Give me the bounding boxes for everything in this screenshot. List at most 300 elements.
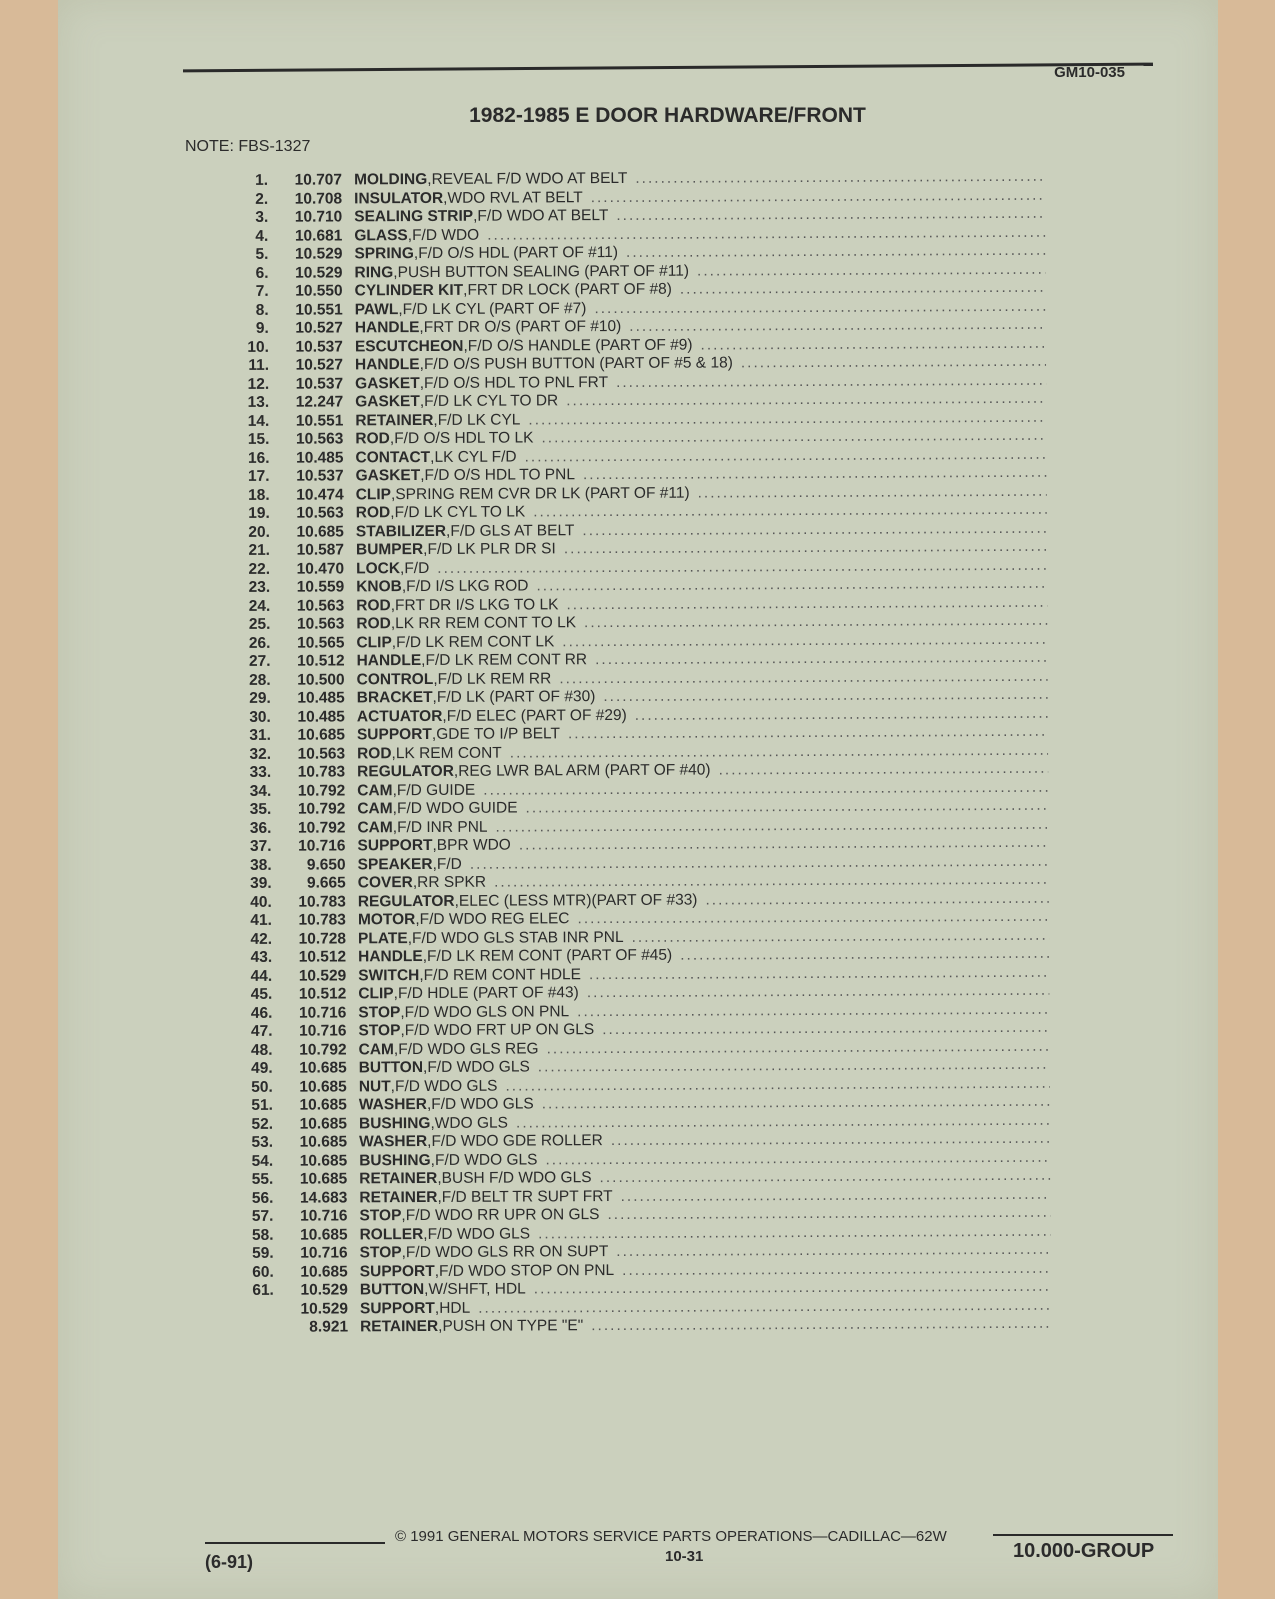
item-number: 43.	[250, 948, 273, 966]
item-part-name: CLIP	[358, 985, 394, 1003]
item-part-name: SUPPORT	[359, 1299, 435, 1317]
item-reference: 10.529	[300, 1299, 348, 1318]
leader-dots	[591, 1315, 1051, 1335]
leader-dots	[629, 316, 1046, 336]
item-number: 25.	[248, 615, 271, 633]
item-number: 56.	[251, 1189, 274, 1207]
separator: ,	[424, 1280, 429, 1298]
leader-dots	[487, 223, 1045, 244]
item-number: 57.	[251, 1207, 274, 1225]
item-part-name: BRACKET	[356, 688, 433, 707]
item-part-name: SUPPORT	[359, 1262, 435, 1280]
item-reference: 10.485	[297, 707, 345, 726]
item-part-name: ESCUTCHEON	[354, 337, 464, 355]
item-description: F/D ELEC (PART OF #29)	[446, 706, 627, 725]
separator: ,	[445, 522, 451, 540]
separator: ,	[407, 226, 413, 244]
catalog-code: GM10-035	[1054, 64, 1125, 81]
separator: ,	[399, 559, 405, 577]
group-label: 10.000-GROUP	[1013, 1540, 1155, 1562]
item-description: F/D WDO GLS	[427, 1058, 530, 1076]
item-part-name: CONTROL	[356, 670, 434, 688]
item-reference: 10.537	[295, 374, 344, 393]
leader-dots	[534, 1278, 1051, 1299]
leader-dots	[583, 464, 1047, 484]
item-part-name: CLIP	[356, 633, 392, 651]
leader-dots	[528, 408, 1046, 429]
item-description: F/D WDO	[412, 226, 480, 244]
separator: ,	[454, 892, 459, 910]
separator: ,	[434, 1299, 440, 1317]
item-number: 36.	[249, 819, 272, 837]
item-number: 7.	[255, 282, 269, 300]
item-part-name: WASHER	[359, 1132, 428, 1151]
item-reference: 10.529	[294, 245, 343, 263]
item-reference: 10.529	[298, 966, 347, 985]
item-number: 49.	[251, 1059, 273, 1077]
item-reference: 10.529	[300, 1281, 348, 1299]
leader-dots	[470, 852, 1049, 873]
item-part-name: PAWL	[354, 300, 399, 318]
item-part-name: ROD	[356, 596, 391, 614]
item-reference: 10.783	[298, 911, 346, 929]
separator: ,	[415, 911, 420, 929]
item-part-name: REGULATOR	[357, 892, 455, 910]
item-part-name: WASHER	[358, 1095, 427, 1114]
separator: ,	[419, 374, 425, 392]
item-number: 44.	[250, 967, 273, 985]
item-reference: 10.792	[297, 781, 346, 800]
item-part-name: CYLINDER KIT	[354, 281, 464, 300]
leader-dots	[494, 871, 1049, 892]
item-number: 13.	[247, 393, 270, 411]
copyright: © 1991 GENERAL MOTORS SERVICE PARTS OPERATIONS—CADILLAC—62W	[395, 1528, 947, 1545]
item-part-name: SUPPORT	[357, 836, 433, 855]
item-number: 18.	[248, 486, 270, 504]
leader-dots	[602, 1019, 1049, 1039]
leader-dots	[505, 1074, 1049, 1095]
item-part-name: SEALING STRIP	[354, 207, 474, 226]
separator: ,	[432, 688, 437, 706]
item-number: 34.	[249, 782, 272, 800]
separator: ,	[437, 1188, 442, 1206]
leader-dots	[577, 908, 1049, 928]
item-description: SPRING REM CVR DR LK (PART OF #11)	[395, 484, 690, 503]
separator: ,	[443, 189, 448, 207]
item-number: 60.	[252, 1263, 274, 1281]
item-reference: 10.512	[297, 652, 345, 670]
item-number: 46.	[250, 1004, 273, 1022]
parts-list	[230, 168, 1051, 1338]
leader-dots	[621, 1185, 1051, 1205]
leader-dots	[599, 1167, 1050, 1187]
item-description: F/D WDO AT BELT	[477, 207, 609, 225]
item-number: 30.	[249, 708, 271, 726]
item-reference: 10.527	[295, 319, 343, 337]
leader-dots	[698, 482, 1047, 502]
separator: ,	[419, 966, 424, 984]
leader-dots	[478, 1296, 1051, 1317]
leader-dots	[547, 1037, 1050, 1058]
item-reference: 10.685	[299, 1059, 347, 1077]
item-reference: 10.792	[297, 818, 346, 837]
item-part-name: ACTUATOR	[356, 707, 443, 725]
item-number: 59.	[252, 1244, 274, 1262]
item-number: 53.	[251, 1133, 274, 1151]
item-description: PUSH BUTTON SEALING (PART OF #11)	[397, 262, 690, 281]
item-number: 1.	[255, 171, 269, 189]
item-reference: 10.685	[300, 1262, 348, 1281]
item-part-name: STOP	[359, 1244, 402, 1262]
separator: ,	[413, 245, 419, 263]
item-reference: 10.716	[298, 837, 346, 855]
item-reference: 10.708	[294, 189, 343, 208]
item-number: 4.	[255, 227, 269, 245]
item-reference: 10.527	[295, 356, 344, 374]
item-number: 2.	[255, 190, 269, 208]
item-description: BPR WDO	[436, 836, 511, 854]
separator: ,	[434, 1262, 440, 1280]
leader-dots	[741, 353, 1046, 373]
item-number: 14.	[247, 412, 270, 430]
separator: ,	[390, 485, 396, 503]
item-number: 19.	[248, 504, 270, 522]
item-number: 31.	[249, 726, 271, 744]
leader-dots	[589, 963, 1049, 983]
separator: ,	[419, 392, 425, 411]
separator: ,	[438, 1317, 443, 1335]
item-description: F/D LK REM CONT RR	[425, 651, 588, 669]
separator: ,	[392, 818, 398, 836]
separator: ,	[390, 504, 395, 522]
leader-dots	[594, 297, 1045, 317]
item-description: F/D WDO GLS RR ON SUPT	[405, 1243, 609, 1262]
item-part-name: CAM	[357, 818, 393, 836]
leader-dots	[705, 889, 1048, 909]
leader-dots	[562, 630, 1047, 651]
leader-dots	[538, 1222, 1051, 1243]
item-part-name: GLASS	[354, 226, 408, 244]
item-number: 15.	[247, 430, 270, 448]
item-number: 32.	[249, 745, 272, 763]
item-description: F/D O/S HDL TO PNL FRT	[423, 373, 609, 392]
item-description: F/D O/S HANDLE (PART OF #9)	[467, 336, 693, 355]
leader-dots	[566, 593, 1047, 614]
item-part-name: GASKET	[355, 467, 421, 485]
item-part-name: HANDLE	[356, 652, 422, 670]
item-reference: 10.728	[298, 929, 347, 948]
item-reference: 10.685	[299, 1133, 348, 1151]
item-reference: 10.685	[299, 1151, 348, 1170]
item-part-name: PLATE	[357, 929, 408, 947]
item-part-name: HANDLE	[354, 319, 420, 337]
item-description: F/D LK CYL TO LK	[394, 503, 526, 522]
item-reference: 10.685	[300, 1225, 348, 1244]
item-description: F/D	[404, 559, 430, 577]
leader-dots	[519, 834, 1049, 855]
item-description: LK RR REM CONT TO LK	[395, 614, 577, 633]
item-reference: 10.550	[295, 282, 343, 300]
item-description: F/D WDO GLS	[434, 1150, 538, 1169]
item-reference: 10.485	[297, 689, 345, 707]
item-reference: 14.683	[299, 1188, 348, 1207]
leader-dots	[603, 686, 1047, 706]
leader-dots	[559, 667, 1047, 688]
item-part-name: SWITCH	[358, 966, 420, 984]
item-part-name: BUTTON	[358, 1059, 424, 1077]
leader-dots	[607, 1204, 1050, 1224]
item-reference: 10.792	[299, 1040, 347, 1059]
item-part-name: CONTACT	[355, 448, 431, 466]
item-description: F/D LK REM CONT LK	[396, 632, 555, 651]
item-part-name: STOP	[358, 1022, 401, 1040]
item-reference: 10.551	[295, 300, 343, 319]
separator: ,	[400, 1022, 405, 1040]
item-part-name: CLIP	[355, 485, 392, 503]
item-number: 3.	[255, 208, 269, 226]
item-number: 11.	[248, 356, 270, 374]
item-reference: 10.685	[296, 522, 344, 541]
item-description: F/D REM CONT HDLE	[423, 965, 582, 984]
leader-dots	[566, 390, 1046, 411]
leader-dots	[680, 945, 1049, 965]
item-reference: 10.685	[299, 1114, 348, 1133]
item-description: WDO RVL AT BELT	[447, 188, 583, 207]
item-description: REVEAL F/D WDO AT BELT	[431, 169, 628, 188]
item-description: LK CYL F/D	[434, 448, 517, 466]
item-description: F/D LK REM RR	[437, 669, 552, 688]
item-description: FRT DR I/S LKG TO LK	[394, 595, 559, 614]
item-number: 22.	[248, 560, 271, 578]
leader-dots	[700, 334, 1045, 354]
separator: ,	[423, 540, 428, 558]
item-number: 20.	[248, 523, 270, 541]
leader-dots	[697, 260, 1046, 280]
item-number: 48.	[250, 1041, 273, 1059]
item-reference: 8.921	[309, 1318, 349, 1336]
item-description: FRT DR LOCK (PART OF #8)	[467, 280, 672, 299]
item-part-name: ROLLER	[359, 1225, 424, 1243]
item-description: F/D WDO FRT UP ON GLS	[404, 1021, 595, 1040]
item-description: F/D LK PLR DR SI	[427, 540, 556, 558]
item-number: 12.	[247, 375, 270, 393]
separator: ,	[432, 836, 437, 854]
item-part-name: BUTTON	[359, 1280, 425, 1299]
separator: ,	[433, 670, 438, 688]
item-part-name: CAM	[357, 800, 393, 818]
separator: ,	[442, 707, 447, 725]
leader-dots	[591, 186, 1046, 206]
item-reference: 10.537	[296, 467, 344, 485]
item-number: 21.	[248, 541, 271, 559]
leader-dots	[635, 704, 1048, 724]
item-part-name: RETAINER	[355, 411, 434, 429]
leader-dots	[611, 1130, 1050, 1150]
item-number: 40.	[250, 893, 272, 911]
item-part-name: RETAINER	[359, 1169, 438, 1188]
separator: ,	[433, 411, 438, 429]
leader-dots	[626, 242, 1046, 262]
note: NOTE: FBS-1327	[185, 138, 311, 155]
separator: ,	[427, 170, 432, 188]
item-description: F/D WDO GLS	[427, 1224, 531, 1243]
item-part-name: ROD	[355, 430, 390, 448]
separator: ,	[391, 633, 397, 651]
item-number: 16.	[247, 449, 270, 467]
item-part-name: GASKET	[355, 393, 420, 411]
item-number: 37.	[249, 837, 272, 855]
item-description: F/D LK CYL TO DR	[424, 392, 559, 410]
item-part-name: LOCK	[356, 559, 401, 577]
item-description: HDL	[439, 1299, 471, 1317]
item-reference: 10.685	[299, 1077, 347, 1096]
separator: ,	[393, 1040, 399, 1058]
separator: ,	[401, 1244, 406, 1262]
item-number: 28.	[249, 671, 271, 689]
item-description: ELEC (LESS MTR)(PART OF #33)	[458, 891, 698, 910]
item-part-name: HANDLE	[358, 948, 423, 966]
item-part-name: BUSHING	[358, 1114, 431, 1132]
item-number: 38.	[250, 856, 272, 874]
item-reference: 10.681	[294, 226, 343, 245]
item-part-name: SPRING	[354, 245, 414, 263]
item-number: 47.	[250, 1022, 273, 1040]
item-number: 45.	[250, 985, 273, 1003]
item-reference: 10.783	[297, 763, 346, 781]
item-reference: 10.563	[296, 504, 344, 522]
item-part-name: STOP	[359, 1207, 402, 1225]
leader-dots	[582, 519, 1047, 539]
item-description: RR SPKR	[417, 873, 487, 892]
leader-dots	[616, 371, 1046, 391]
item-number: 35.	[249, 800, 272, 818]
separator: ,	[463, 281, 468, 299]
leader-dots	[564, 538, 1047, 559]
leader-dots	[495, 815, 1048, 836]
separator: ,	[463, 337, 468, 355]
item-number: 17.	[247, 467, 270, 485]
item-description: LK REM CONT	[395, 744, 502, 762]
leader-dots	[584, 612, 1047, 632]
separator: ,	[430, 448, 435, 466]
leader-dots	[635, 168, 1045, 188]
separator: ,	[437, 1169, 442, 1187]
item-part-name: MOLDING	[353, 170, 428, 189]
revision-date: (6-91)	[205, 1552, 254, 1572]
separator: ,	[401, 1207, 406, 1225]
item-description: BUSH F/D WDO GLS	[441, 1169, 592, 1187]
separator: ,	[422, 1058, 428, 1077]
page-title: 1982-1985 E DOOR HARDWARE/FRONT	[469, 104, 866, 127]
separator: ,	[407, 929, 413, 947]
separator: ,	[390, 615, 396, 633]
item-part-name: KNOB	[356, 578, 402, 596]
item-part-name: ROD	[355, 504, 391, 522]
item-description: F/D BELT TR SUPT FRT	[441, 1187, 613, 1206]
item-part-name: GASKET	[355, 374, 420, 392]
item-part-name: BUSHING	[359, 1151, 431, 1169]
item-reference: 10.551	[295, 411, 344, 430]
item-part-name: STOP	[358, 1003, 401, 1021]
item-reference: 10.707	[294, 171, 343, 189]
item-description: F/D WDO GUIDE	[396, 799, 518, 818]
separator: ,	[420, 466, 425, 485]
item-part-name: CAM	[357, 781, 393, 799]
separator: ,	[427, 1132, 432, 1150]
item-reference: 10.716	[298, 1003, 347, 1022]
leader-dots	[516, 1111, 1050, 1132]
item-reference: 10.485	[296, 448, 344, 467]
leader-dots	[545, 1148, 1050, 1169]
item-description: F/D O/S PUSH BUTTON (PART OF #5 & 18)	[423, 354, 733, 373]
item-part-name: STABILIZER	[355, 522, 447, 540]
item-number: 29.	[249, 689, 271, 707]
item-description: F/D WDO RR UPR ON GLS	[405, 1206, 600, 1225]
item-number: 27.	[248, 652, 271, 670]
item-number: 9.	[255, 319, 269, 337]
separator: ,	[421, 651, 426, 670]
item-description: F/D WDO REG ELEC	[419, 910, 570, 929]
item-number: 10.	[247, 338, 269, 356]
item-reference: 10.563	[296, 615, 345, 633]
leader-dots	[719, 760, 1049, 780]
separator: ,	[432, 855, 437, 873]
separator: ,	[398, 300, 403, 318]
item-description: REG LWR BAL ARM (PART OF #40)	[458, 761, 711, 780]
separator: ,	[390, 596, 396, 614]
item-reference: 12.247	[295, 393, 344, 411]
leader-dots	[616, 1241, 1050, 1261]
item-part-name: HANDLE	[354, 356, 420, 374]
item-description: PUSH ON TYPE "E"	[442, 1317, 584, 1335]
item-part-name: REGULATOR	[357, 762, 454, 781]
item-reference: 10.500	[297, 670, 345, 689]
separator: ,	[400, 1003, 405, 1021]
leader-dots	[533, 501, 1047, 522]
item-number: 61.	[252, 1281, 274, 1299]
item-description: F/D HDLE (PART OF #43)	[397, 984, 579, 1003]
item-reference: 10.563	[296, 596, 345, 615]
item-number: 50.	[251, 1078, 273, 1096]
item-number: 58.	[251, 1226, 274, 1244]
item-reference: 10.529	[295, 263, 343, 282]
item-reference: 9.665	[306, 874, 346, 892]
separator: ,	[391, 744, 396, 762]
item-part-name: RETAINER	[360, 1317, 439, 1336]
item-description: F/D WDO GDE ROLLER	[431, 1132, 603, 1150]
item-reference: 10.565	[296, 633, 345, 652]
leader-dots	[483, 778, 1048, 799]
separator: ,	[453, 762, 459, 780]
item-description: F/D WDO GLS ON PNL	[404, 1002, 570, 1021]
item-part-name: INSULATOR	[354, 189, 444, 207]
item-reference: 10.512	[298, 985, 347, 1003]
item-description: F/D LK CYL (PART OF #7)	[402, 299, 587, 318]
separator: ,	[430, 1151, 436, 1169]
item-description: F/D LK REM CONT (PART OF #45)	[426, 946, 673, 965]
item-reference: 10.563	[295, 430, 344, 448]
leader-dots	[568, 723, 1048, 744]
separator: ,	[393, 263, 398, 281]
leader-dots	[595, 649, 1048, 669]
leader-dots	[525, 445, 1047, 466]
separator: ,	[423, 1225, 428, 1243]
separator: ,	[431, 725, 437, 743]
item-description: FRT DR O/S (PART OF #10)	[423, 317, 622, 336]
item-part-name: RING	[354, 263, 394, 281]
separator: ,	[430, 1114, 435, 1132]
item-number: 42.	[250, 930, 273, 948]
